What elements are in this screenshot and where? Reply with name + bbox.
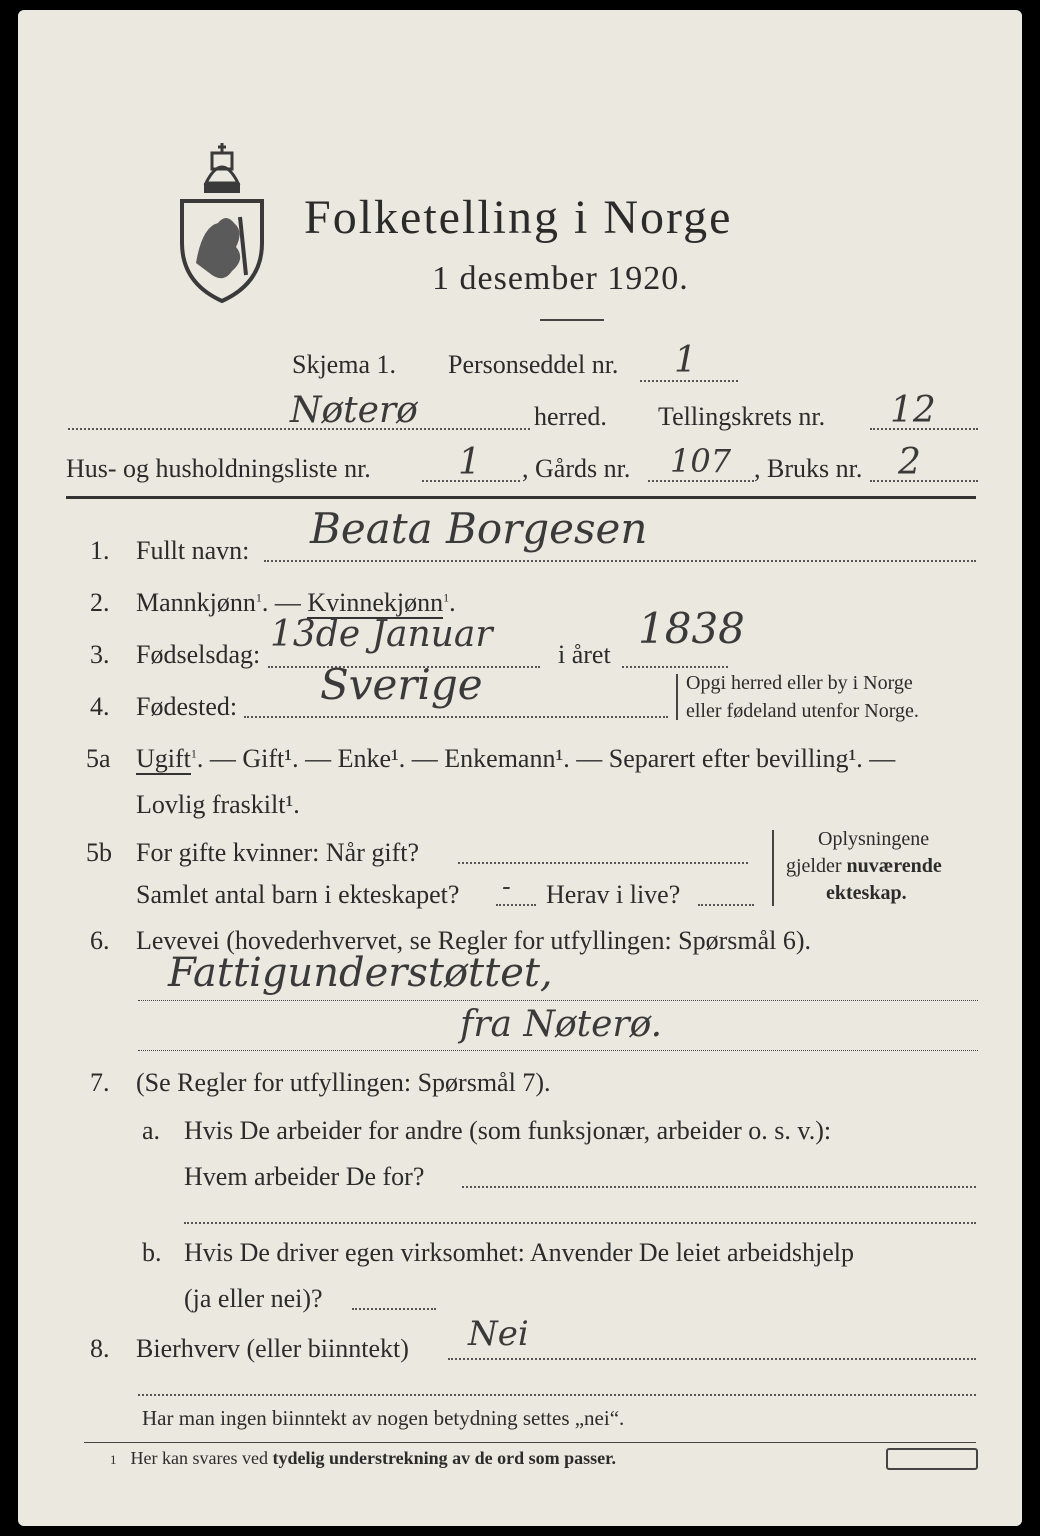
- q8-line2: [138, 1394, 976, 1396]
- printer-stamp-icon: [886, 1448, 978, 1470]
- q5a-other-options: . — Gift¹. — Enke¹. — Enkemann¹. — Separert efter bevilling¹. —: [196, 744, 896, 773]
- q6-value-line2: fra Nøterø.: [460, 1004, 663, 1045]
- q7a-label2: Hvem arbeider De for?: [184, 1162, 425, 1191]
- q7-label: (Se Regler for utfyllingen: Spørsmål 7).: [136, 1068, 551, 1097]
- q5b-note-nuvaerende: nuværende: [846, 855, 942, 877]
- q4-value: Sverige: [320, 660, 483, 709]
- gards-value: 107: [670, 442, 732, 480]
- q2-number: 2.: [90, 588, 110, 617]
- q8-number: 8.: [90, 1334, 110, 1363]
- tellingskrets-value: 12: [890, 390, 936, 431]
- q5b-line2: [496, 904, 536, 906]
- q5b-label1: For gifte kvinner: Når gift?: [136, 838, 420, 867]
- q3-number: 3.: [90, 640, 110, 669]
- q2-male[interactable]: Mannkjønn: [136, 588, 256, 617]
- tellingskrets-label: Tellingskrets nr.: [658, 402, 826, 431]
- q5b-note-line2: [786, 855, 942, 878]
- q6-line2: [138, 1050, 978, 1051]
- q5a-line2: Lovlig fraskilt¹.: [136, 790, 300, 819]
- q4-number: 4.: [90, 692, 110, 721]
- personseddel-label: Personseddel nr.: [448, 350, 619, 379]
- q7b-label2: (ja eller nei)?: [184, 1284, 323, 1313]
- title-divider: [540, 319, 604, 321]
- q5b-line3: [698, 904, 754, 906]
- q5b-line1: [458, 862, 748, 864]
- q1-line: [264, 560, 976, 562]
- hus-line: [422, 480, 520, 482]
- q4-label: Fødested:: [136, 692, 238, 721]
- herred-value: Nøterø: [290, 390, 418, 431]
- q3-year-line: [622, 666, 728, 668]
- coat-of-arms-icon: [176, 143, 268, 303]
- q2-end: .: [449, 588, 456, 617]
- footnote-number: 1: [110, 1452, 117, 1467]
- q5b-note-brace: [772, 830, 774, 906]
- q5a-options: Ugift$^1$. — Gift¹. — Enke¹. — Enkemann¹. — Separert efter bevilling¹. —: [136, 744, 896, 773]
- footnote-text-a: Her kan svares ved: [130, 1448, 268, 1468]
- footer-note: Har man ingen biinntekt av nogen betydning settes „nei“.: [142, 1406, 625, 1430]
- q1-label: Fullt navn:: [136, 536, 250, 565]
- herred-label: herred.: [534, 402, 607, 431]
- tellingskrets-line: [870, 428, 978, 430]
- form-date: 1 desember 1920.: [432, 260, 689, 297]
- q3-year-value: 1838: [638, 604, 745, 653]
- q4-note-line1: Opgi herred eller by i Norge: [686, 672, 913, 694]
- hus-value: 1: [458, 442, 481, 483]
- q5b-label2: Samlet antal barn i ekteskapet?: [136, 880, 460, 909]
- q1-value: Beata Borgesen: [310, 504, 648, 553]
- q5b-note-gjelder: gjelder: [786, 855, 842, 877]
- q8-line1: [448, 1358, 976, 1360]
- q5b-note-line3: ekteskap.: [826, 882, 907, 904]
- q6-value-line1: Fattigunderstøttet,: [168, 950, 553, 996]
- q7b-label: Hvis De driver egen virksomhet: Anvender De leiet arbeidshjelp: [184, 1238, 855, 1267]
- q2-female-selected[interactable]: Kvinnekjønn: [307, 588, 444, 617]
- gards-label: , Gårds nr.: [522, 454, 631, 483]
- bruks-value: 2: [898, 442, 921, 483]
- footnote-text-b: tydelig understrekning av de ord som passer.: [272, 1448, 616, 1468]
- q4-note-brace: [676, 674, 678, 720]
- q7b-line: [352, 1308, 436, 1310]
- q3-label: Fødselsdag:: [136, 640, 261, 669]
- skjema-label: Skjema 1.: [292, 350, 396, 379]
- q6-line1: [138, 1000, 978, 1001]
- bruks-label: , Bruks nr.: [754, 454, 863, 483]
- herred-line: [68, 428, 530, 430]
- q6-label: Levevei (hovederhvervet, se Regler for utfyllingen: Spørsmål 6).: [136, 926, 812, 955]
- q2-separator: . —: [261, 588, 308, 617]
- gards-line: [648, 480, 754, 482]
- q5a-ugift-selected[interactable]: Ugift: [136, 744, 191, 773]
- q5a-number: 5a: [86, 744, 111, 773]
- q6-number: 6.: [90, 926, 110, 955]
- q5b-number: 5b: [86, 838, 112, 867]
- q7b-letter: b.: [142, 1238, 162, 1267]
- personseddel-line: [640, 380, 738, 382]
- q3-day-value: 13de Januar: [270, 614, 493, 655]
- q7a-line2: [184, 1222, 976, 1224]
- q2-options: Mannkjønn$^1$. — Kvinnekjønn$^1$.: [136, 588, 456, 617]
- q8-value: Nei: [468, 1314, 529, 1354]
- q7a-line1: [462, 1186, 976, 1188]
- hus-label: Hus- og husholdningsliste nr.: [66, 454, 371, 483]
- q7a-label: Hvis De arbeider for andre (som funksjonær, arbeider o. s. v.):: [184, 1116, 832, 1145]
- footnote: [110, 1448, 616, 1469]
- q4-line: [244, 716, 668, 718]
- header-rule: [66, 496, 976, 499]
- form-title: Folketelling i Norge: [304, 191, 733, 244]
- q4-note-line2: eller fødeland utenfor Norge.: [686, 700, 919, 722]
- q7-number: 7.: [90, 1068, 110, 1097]
- q8-label: Bierhverv (eller biinntekt): [136, 1334, 409, 1363]
- q5b-note-line1: Oplysningene: [818, 828, 930, 850]
- q1-number: 1.: [90, 536, 110, 565]
- q5b-value2: -: [502, 872, 511, 902]
- q7a-letter: a.: [142, 1116, 161, 1145]
- census-form: [18, 10, 1022, 1526]
- q3-year-label: i året: [558, 640, 611, 669]
- footer-rule: [84, 1442, 976, 1443]
- personseddel-value: 1: [674, 340, 697, 381]
- bruks-line: [870, 480, 978, 482]
- q5b-label3: Herav i live?: [546, 880, 681, 909]
